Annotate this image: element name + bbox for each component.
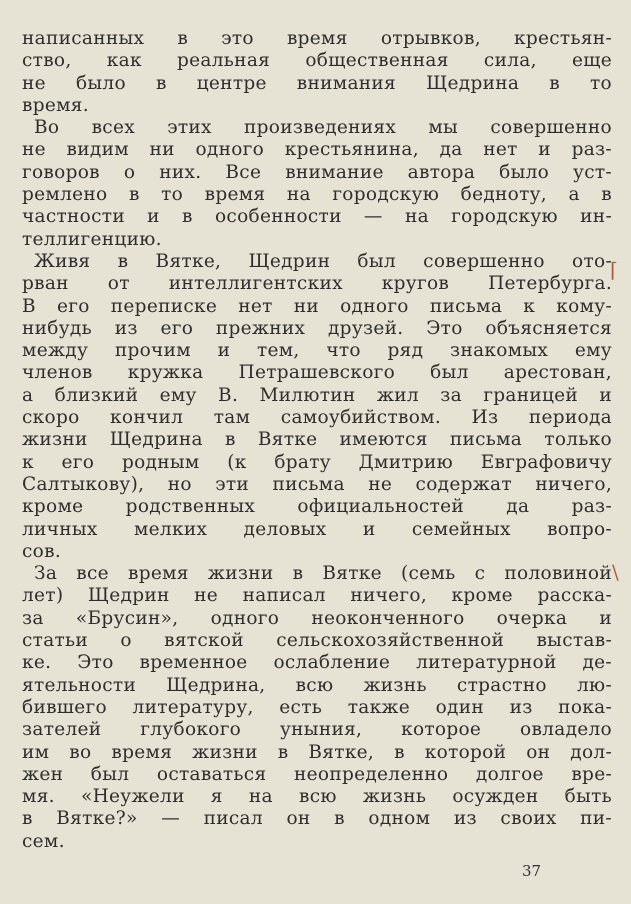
page-number: 37 (522, 862, 542, 880)
paragraph-start-line: Живя в Вятке, Щедрин был совершенно ото- (34, 250, 612, 272)
text-line: между прочим и тем, что ряд знакомых ему (22, 340, 612, 362)
text-line: статьи о вятской сельскохозяйственной выстав- (22, 630, 612, 652)
text-line: к его родным (к брату Дмитрию Евграфовичу (22, 451, 612, 473)
text-line: написанных в это время отрывков, крестьян- (22, 28, 612, 49)
text-line: скоро кончил там самоубийством. Из периода (22, 407, 612, 429)
text-line: лет) Щедрин не написал ничего, кроме расска- (22, 585, 612, 607)
text-line: членов кружка Петрашевского был арестован, (22, 362, 612, 384)
text-line: ство, как реальная общественная сила, еще (22, 50, 612, 72)
text-line: частности и в особенности — на городскую ин- (22, 206, 612, 228)
text-line: рван от интеллигентских кругов Петербурга. (22, 273, 612, 295)
text-line: сем. (22, 830, 65, 852)
text-line: ремлено в то время на городскую бедноту, а в (22, 184, 612, 206)
text-line: мя. «Неужели я на всю жизнь осужден быть (22, 786, 612, 808)
text-line: в Вятке?» — писал он в одном из своих пи- (22, 808, 612, 830)
text-line: ятельности Щедрина, всю жизнь страстно лю- (22, 674, 612, 696)
text-line: теллигенцию. (22, 228, 162, 250)
text-line: не видим ни одного крестьянина, да нет и раз- (22, 139, 612, 161)
book-page-text (22, 28, 612, 853)
paragraph-start-line: Во всех этих произведениях мы совершенно (34, 117, 612, 139)
text-line: нибудь из его прежних друзей. Это объясняется (22, 317, 612, 339)
text-line: не было в центре внимания Щедрина в то (22, 72, 612, 94)
text-line: Салтыкову), но эти письма не содержат ничего, (22, 473, 612, 495)
text-line: за «Брусин», одного неоконченного очерка и (22, 607, 612, 629)
text-line: ке. Это временное ослабление литературной де- (22, 652, 612, 674)
pencil-mark: \ (612, 560, 619, 584)
text-line: жен был оставаться неопределенно долгое вре- (22, 763, 612, 785)
text-line: сов. (22, 540, 61, 562)
text-line: а близкий ему В. Милютин жил за границей и (22, 384, 612, 406)
text-line: говоров о них. Все внимание автора было уст- (22, 161, 612, 183)
paragraph-start-line: За все время жизни в Вятке (семь с половиной (34, 563, 612, 585)
text-line: личных мелких деловых и семейных вопро- (22, 518, 612, 540)
text-line: бившего литературу, есть также один из пока- (22, 696, 612, 718)
text-line: время. (22, 94, 89, 116)
text-line: В его переписке нет ни одного письма к кому- (22, 295, 612, 317)
text-line: им во время жизни в Вятке, в которой он дол- (22, 741, 612, 763)
text-line: жизни Щедрина в Вятке имеются письма только (22, 429, 612, 451)
pencil-mark: ⌈ (610, 258, 618, 282)
text-line: зателей глубокого уныния, которое овладело (22, 719, 612, 741)
text-line: кроме родственных официальностей да раз- (22, 496, 612, 518)
